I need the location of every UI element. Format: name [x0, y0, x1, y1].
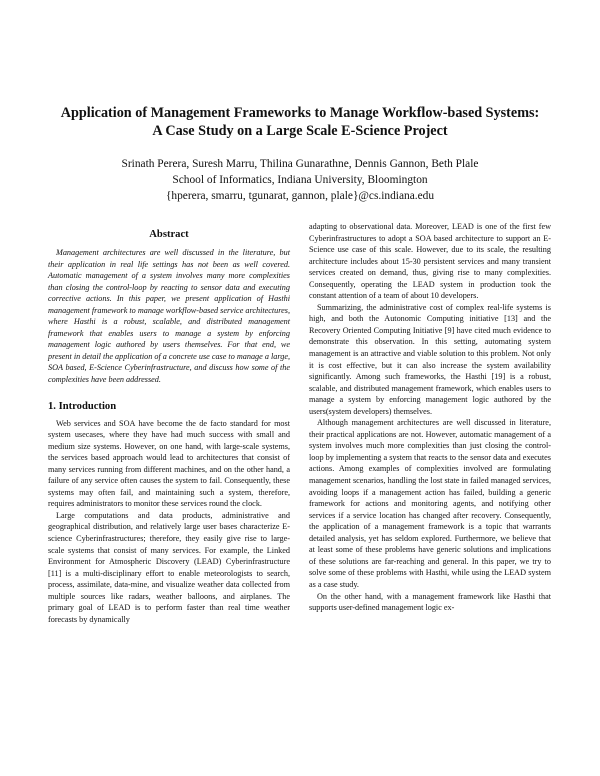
- author-emails: {hperera, smarru, tgunarat, gannon, plale}@cs.indiana.edu: [165, 190, 435, 202]
- intro-paragraph: Web services and SOA have become the de facto standard for most system usecases, where they have had much success with small and medium size systems. However, on one hand, with large-scale systems, the services based approach would lead to architectures that consist of many services running from different machines, and on the other hand, a failure of any service often causes the system to fail. Consequently, these systems may often fail, and maintaining such a system, therefore, requires administrators to monitor these services round the clock.: [48, 418, 290, 509]
- intro-paragraph: Large computations and data products, administrative and geographical distribution, and relatively large user bases characterize E-science Cyberinfrastructures; therefore, they easily give rise to large-scale systems that consist of many services. For example, the Linked Environment for Atmospheric Discovery (LEAD) Cyberinfrastructure [11] is a multi-disciplinary effort to enable meteorologists to search, process, assimilate, data-mine, and visualize weather data collected from multiple sources like radars, weather balloons, and airplanes. The primary goal of LEAD is to perform faster than real time weather forecasts by dynamically: [48, 510, 290, 624]
- right-column: [309, 221, 551, 614]
- left-column: [48, 228, 290, 625]
- abstract-text: Management architectures are well discussed in the literature, but their application in real life settings has not been as well covered. Automatic management of a system involves many more complexities than closing the control-loop by reacting to sensor data and executing corrective actions. In this paper, we present application of Hasthi management framework to manage workflow-based service architectures, where Hasthi is a robust, scalable, and distributed management framework that enables users to manage a system by enforcing management logic authored by users themselves. For that end, we present in detail the application of a concrete use case to manage a large, SOA based, E-Science Cyberinfrastructure, and discuss how some of the complexities have been addressed.: [48, 248, 291, 385]
- abstract-section: [48, 228, 290, 386]
- intro-paragraph: Although management architectures are well discussed in literature, their practical applications are not. However, automatic management of a system involves much more complexities than just closing the control-loop by implementing a system that reacts to the sensor data and executes actions. Among examples of complexities involved are formulating management scenarios, handling the lost state in failed managed services, avoiding loops if a management action has failed, building a generic framework for actions and monitoring agents, and notifying other services if a service location has changed after recovery. Consequently, the application of a management framework is a topic that warrants detailed analysis, yet has seldom explored. Furthermore, we believe that at least some of these problems have generic solutions and implications of these solutions are far-reaching and general. In this paper, we try to solve some of these problems with Hasthi, while using the LEAD system as a case study.: [309, 418, 551, 589]
- paper-title: [40, 104, 560, 140]
- intro-paragraph-continued: adapting to observational data. Moreover, LEAD is one of the first few Cyberinfrastructures to adopt a SOA based architecture to support an E-Science use case of this scale. However, due to its scale, the resulting architecture includes about 15-30 persistent services and many transient services created on demand, thus, giving rise to many complexities. Consequently, operating the LEAD system in production took the constant attention of a team of about 10 developers.: [309, 222, 551, 301]
- title-line-1: Application of Management Frameworks to Manage Workflow-based Systems:: [60, 105, 540, 121]
- abstract-heading: Abstract: [149, 229, 189, 240]
- intro-paragraph: On the other hand, with a management framework like Hasthi that supports user-defined management logic ex-: [309, 591, 551, 613]
- title-line-2: A Case Study on a Large Scale E-Science Project: [152, 123, 448, 139]
- affiliation: School of Informatics, Indiana University, Bloomington: [172, 174, 428, 186]
- author-names: Srinath Perera, Suresh Marru, Thilina Gunarathne, Dennis Gannon, Beth Plale: [121, 158, 479, 170]
- introduction-heading: 1. Introduction: [48, 400, 117, 412]
- author-block: [40, 156, 560, 204]
- intro-paragraph: Summarizing, the administrative cost of complex real-life systems is high, and both the Autonomic Computing initiative [13] and the Recovery Oriented Computing Initiative [9] have cited much evidence to demonstrate this observation. In this setting, automating system management is an attractive and viable solution to this problem. Not only it is cost effective, but it can also increase the system availability significantly. Among such frameworks, the Hasthi [19] is a robust, scalable, and distributed management framework, which enables users to manage a system by enforcing management logic authored by the users(system developers) themselves.: [309, 302, 551, 416]
